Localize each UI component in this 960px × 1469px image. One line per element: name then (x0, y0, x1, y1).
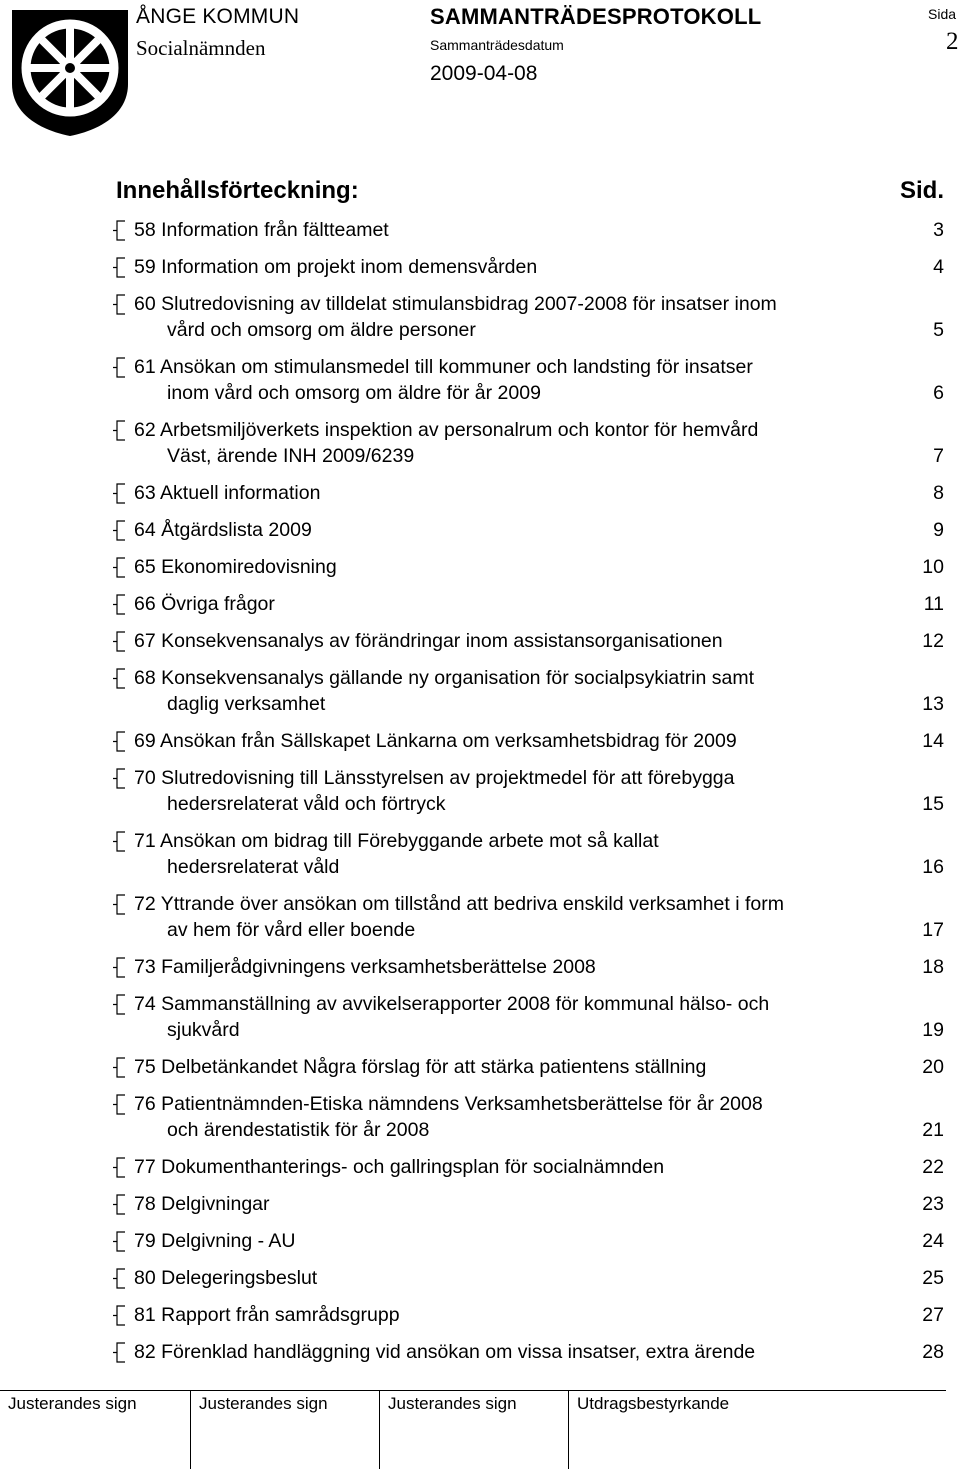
toc-entry-title (134, 554, 854, 580)
toc-entry (112, 1191, 948, 1217)
toc-heading: Innehållsförteckning: (116, 177, 359, 204)
toc-entry-title (134, 1191, 854, 1217)
toc-entry-line: 82 Förenklad handläggning vid ansökan om vissa insatser, extra ärende (134, 1341, 756, 1363)
toc-entry-line: 74 Sammanställning av avvikelserapporter 2008 för kommunal hälso- och (134, 993, 770, 1015)
toc-entry-line: 67 Konsekvensanalys av förändringar inom assistansorganisationen (134, 630, 723, 652)
toc-bracket-icon (112, 1194, 126, 1215)
toc-bracket-icon (112, 594, 126, 615)
toc-entry-page: 28 (922, 1341, 944, 1363)
toc-entry-page: 23 (922, 1193, 944, 1215)
toc-entry-line: 64 Åtgärdslista 2009 (134, 519, 312, 541)
toc-entry (112, 517, 948, 543)
toc-bracket-icon (112, 1094, 126, 1115)
toc-bracket-icon (112, 768, 126, 789)
toc-entry (112, 1054, 948, 1080)
toc-bracket-icon (112, 294, 126, 315)
department-name: Socialnämnden (136, 36, 266, 60)
toc-bracket-icon (112, 257, 126, 278)
toc-entry (112, 254, 948, 280)
toc-entry (112, 828, 948, 880)
toc-entry (112, 1339, 948, 1365)
municipal-emblem-icon (8, 6, 132, 138)
toc-entry-page: 8 (933, 482, 944, 504)
toc-entry-continuation: vård och omsorg om äldre personer (167, 319, 476, 341)
toc-entry-page: 21 (922, 1119, 944, 1141)
toc-entry-line: 61 Ansökan om stimulansmedel till kommuner och landsting för insatser (134, 356, 753, 378)
toc-entry (112, 1228, 948, 1254)
toc-entry-continuation: hedersrelaterat våld (167, 856, 340, 878)
toc-entry-page: 13 (922, 693, 944, 715)
toc-entry-title (134, 1154, 854, 1180)
toc-entry-line: 70 Slutredovisning till Länsstyrelsen av projektmedel för att förebygga (134, 767, 735, 789)
toc-entry-continuation: inom vård och omsorg om äldre för år 2009 (167, 382, 541, 404)
toc-entry-page: 10 (922, 556, 944, 578)
toc-entry-title (134, 954, 854, 980)
toc-entry-line: 73 Familjerådgivningens verksamhetsberättelse 2008 (134, 956, 596, 978)
toc-entry-line: 63 Aktuell information (134, 482, 321, 504)
toc-entry-page: 5 (933, 319, 944, 341)
toc-entry (112, 480, 948, 506)
toc-entry-line: 81 Rapport från samrådsgrupp (134, 1304, 400, 1326)
toc-entry (112, 591, 948, 617)
toc-bracket-icon (112, 1305, 126, 1326)
toc-bracket-icon (112, 668, 126, 689)
toc-entry-line: 65 Ekonomiredovisning (134, 556, 337, 578)
toc-entry (112, 1091, 948, 1143)
toc-bracket-icon (112, 731, 126, 752)
toc-entry-title (134, 291, 854, 343)
toc-entry-title (134, 417, 854, 469)
toc-entry-page: 18 (922, 956, 944, 978)
toc-entry-page: 3 (933, 219, 944, 241)
toc-entry (112, 554, 948, 580)
toc-bracket-icon (112, 631, 126, 652)
toc-entry-title (134, 1302, 854, 1328)
toc-bracket-icon (112, 220, 126, 241)
toc-entry-title (134, 354, 854, 406)
toc-entry-page: 24 (922, 1230, 944, 1252)
toc-entry (112, 891, 948, 943)
toc-entry-line: 76 Patientnämnden-Etiska nämndens Verksamhetsberättelse för år 2008 (134, 1093, 763, 1115)
meeting-date-value: 2009-04-08 (430, 62, 538, 85)
toc-entry-title (134, 1339, 854, 1365)
toc-entry-line: 75 Delbetänkandet Några förslag för att stärka patientens ställning (134, 1056, 707, 1078)
toc-entry-line: 80 Delegeringsbeslut (134, 1267, 318, 1289)
toc-bracket-icon (112, 1268, 126, 1289)
toc-entry-continuation: sjukvård (167, 1019, 240, 1041)
toc-entry-page: 25 (922, 1267, 944, 1289)
toc-entry-title (134, 1091, 854, 1143)
toc-entry-page: 20 (922, 1056, 944, 1078)
toc-entry-line: 69 Ansökan från Sällskapet Länkarna om verksamhetsbidrag för 2009 (134, 730, 737, 752)
toc-bracket-icon (112, 520, 126, 541)
footer-sign-cell-3: Justerandes sign (379, 1390, 568, 1469)
page-number: 2 (946, 28, 959, 55)
toc-entry (112, 991, 948, 1043)
toc-entry-page: 7 (933, 445, 944, 467)
toc-entry (112, 954, 948, 980)
footer-sign-cell-1: Justerandes sign (8, 1394, 137, 1413)
toc-entry-line: 77 Dokumenthanterings- och gallringsplan för socialnämnden (134, 1156, 665, 1178)
toc-entry-title (134, 591, 854, 617)
toc-entry-title (134, 217, 854, 243)
toc-entry-line: 71 Ansökan om bidrag till Förebyggande arbete mot så kallat (134, 830, 659, 852)
toc-entry-line: 68 Konsekvensanalys gällande ny organisation för socialpsykiatrin samt (134, 667, 755, 689)
toc-entry-continuation: hedersrelaterat våld och förtryck (167, 793, 446, 815)
toc-bracket-icon (112, 357, 126, 378)
toc-entry-title (134, 1054, 854, 1080)
toc-entry-page: 14 (922, 730, 944, 752)
toc-entry (112, 765, 948, 817)
toc-entry (112, 354, 948, 406)
toc-entry-line: 66 Övriga frågor (134, 593, 275, 615)
toc-bracket-icon (112, 483, 126, 504)
toc-bracket-icon (112, 994, 126, 1015)
toc-entry-page: 15 (922, 793, 944, 815)
toc-entry (112, 1154, 948, 1180)
toc-entry-page: 27 (922, 1304, 944, 1326)
toc-entry-title (134, 1265, 854, 1291)
toc-entry-page: 22 (922, 1156, 944, 1178)
toc-entry (112, 417, 948, 469)
meeting-date-label: Sammanträdesdatum (430, 37, 564, 53)
toc-entry-title (134, 1228, 854, 1254)
toc-entry-line: 60 Slutredovisning av tilldelat stimulansbidrag 2007-2008 för insatser inom (134, 293, 777, 315)
footer-certification-cell: Utdragsbestyrkande (568, 1390, 946, 1469)
toc-entry (112, 728, 948, 754)
toc-entry-continuation: av hem för vård eller boende (167, 919, 416, 941)
toc-entry (112, 665, 948, 717)
toc-entry (112, 291, 948, 343)
toc-entry-line: 62 Arbetsmiljöverkets inspektion av personalrum och kontor för hemvård (134, 419, 759, 441)
footer-sign-cell-2: Justerandes sign (190, 1390, 379, 1469)
toc-entry-title (134, 628, 854, 654)
toc-entry-title (134, 517, 854, 543)
toc-entry-title (134, 891, 854, 943)
toc-entry-line: 72 Yttrande över ansökan om tillstånd att bedriva enskild verksamhet i form (134, 893, 784, 915)
toc-entry-title (134, 728, 854, 754)
toc-entry-page: 6 (933, 382, 944, 404)
toc-entry-line: 58 Information från fältteamet (134, 219, 389, 241)
toc-entry-continuation: och ärendestatistik för år 2008 (167, 1119, 430, 1141)
toc-bracket-icon (112, 420, 126, 441)
toc-bracket-icon (112, 831, 126, 852)
toc-entry (112, 628, 948, 654)
toc-entry-page: 11 (923, 593, 944, 615)
toc-entry-page: 9 (933, 519, 944, 541)
toc-entry (112, 1265, 948, 1291)
toc-bracket-icon (112, 957, 126, 978)
toc-bracket-icon (112, 1157, 126, 1178)
org-name: ÅNGE KOMMUN (136, 5, 300, 28)
toc-entry-line: 59 Information om projekt inom demensvården (134, 256, 538, 278)
toc-page-heading: Sid. (899, 177, 944, 204)
toc-entry-page: 4 (933, 256, 944, 278)
toc-entry-page: 19 (922, 1019, 944, 1041)
toc-bracket-icon (112, 1057, 126, 1078)
toc-entry-title (134, 665, 854, 717)
toc-entry-page: 12 (922, 630, 944, 652)
toc-bracket-icon (112, 894, 126, 915)
toc-bracket-icon (112, 1231, 126, 1252)
toc-entry-continuation: daglig verksamhet (167, 693, 326, 715)
toc-entry-line: 78 Delgivningar (134, 1193, 270, 1215)
toc-entry (112, 217, 948, 243)
toc-entry-title (134, 991, 854, 1043)
toc-entry-line: 79 Delgivning - AU (134, 1230, 296, 1252)
document-type: SAMMANTRÄDESPROTOKOLL (430, 4, 762, 29)
toc-entry-title (134, 254, 854, 280)
page-label: Sida (928, 6, 957, 22)
toc-entry-title (134, 765, 854, 817)
toc-entry-page: 16 (922, 856, 944, 878)
toc-bracket-icon (112, 557, 126, 578)
toc-entry-title (134, 828, 854, 880)
toc-entry (112, 1302, 948, 1328)
toc-entry-title (134, 480, 854, 506)
toc-entry-continuation: Väst, ärende INH 2009/6239 (167, 445, 415, 467)
toc-entry-page: 17 (922, 919, 944, 941)
toc-bracket-icon (112, 1342, 126, 1363)
